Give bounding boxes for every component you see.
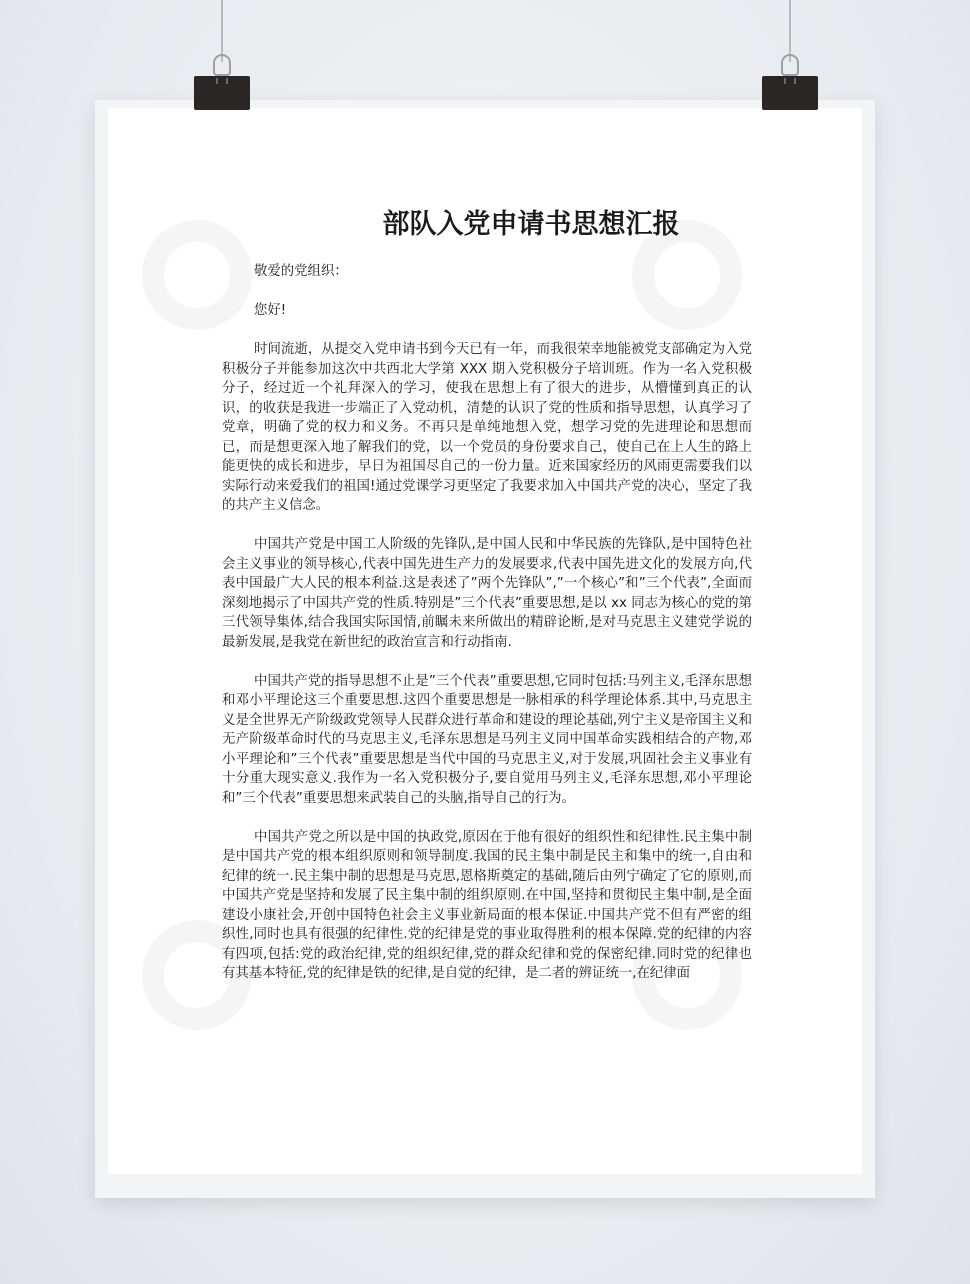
document-body — [222, 262, 752, 984]
body-paragraph-2: 中国共产党是中国工人阶级的先锋队,是中国人民和中华民族的先锋队,是中国特色社会主义事业的领导核心,代表中国先进生产力的发展要求,代表中国先进文化的发展方向,代表中国最广大人民的根本利益.这是表述了”两个先锋队”,”一个核心”和”三个代表”,全面而深刻地揭示了中国共产党的性质.特别是”三个代表”重要思想,是以 xx 同志为核心的党的第三代领导集体,结合我国实际国情,前瞩未来所做出的精辟论断,是对马克思主义建党学说的最新发展,是我党在新世纪的政治宣言和行动指南. — [222, 537, 752, 650]
body-paragraph-3: 中国共产党的指导思想不止是”三个代表”重要思想,它同时包括:马列主义,毛泽东思想和邓小平理论这三个重要思想.这四个重要思想是一脉相承的科学理论体系.其中,马克思主义是全世界无产阶级政党领导人民群众进行革命和建设的理论基础,列宁主义是帝国主义和无产阶级革命时代的马克思主义,毛泽东思想是马列主义同中国革命实践相结合的产物,邓小平理论和”三个代表”重要思想是当代中国的马克思主义,对于发展,巩固社会主义事业有十分重大现实意义.我作为一名入党积极分子,要自觉用马列主义,毛泽东思想,邓小平理论和”三个代表”重要思想来武装自己的头脑,指导自己的行为。 — [222, 673, 752, 806]
body-paragraph-1: 时间流逝，从提交入党申请书到今天已有一年，而我很荣幸地能被党支部确定为入党积极分子并能参加这次中共西北大学第 XXX 期入党积极分子培训班。作为一名入党积极分子，经过近一个礼拜深入的学习，使我在思想上有了很大的进步，从懵懂到真正的认识，的收获是我进一步端正了入党动机，清楚的认识了党的性质和指导思想，认真学习了党章，明确了党的权力和义务。不再只是单纯地想入党，想学习党的先进理论和思想而已，而是想更深入地了解我们的党，以一个党员的身份要求自己，使自己在上人生的路上能更快的成长和进步，早日为祖国尽自己的一份力量。近来国家经历的风雨更需要我们以实际行动来爱我们的祖国!通过党课学习更坚定了我要求加入中国共产党的决心，坚定了我的共产主义信念。 — [222, 342, 752, 513]
left-clip-ring — [213, 54, 231, 76]
salutation: 敬爱的党组织： — [254, 264, 348, 279]
document-title: 部队入党申请书思想汇报 — [382, 209, 680, 240]
left-hanging-wire — [221, 0, 223, 62]
greeting: 您好! — [254, 303, 287, 318]
right-hanging-wire — [789, 0, 791, 62]
body-paragraph-4: 中国共产党之所以是中国的执政党,原因在于他有很好的组织性和纪律性.民主集中制是中国共产党的根本组织原则和领导制度.我国的民主集中制是民主和集中的统一,自由和纪律的统一.民主集中制的思想是马克思,恩格斯奠定的基础,随后由列宁确定了它的原则,而中国共产党是坚持和发展了民主集中制的组织原则.在中国,坚持和贯彻民主集中制,是全面建设小康社会,开创中国特色社会主义事业新局面的根本保证.中国共产党不但有严密的组织性,同时也具有很强的纪律性.党的纪律是党的事业取得胜利的根本保障.党的纪律的内容有四项,包括:党的政治纪律,党的组织纪律,党的群众纪律和党的保密纪律.同时党的纪律也有其基本特征,党的纪律是铁的纪律,是自觉的纪律，是二者的辨证统一,在纪律面 — [222, 829, 752, 981]
right-clip-ring — [781, 54, 799, 76]
left-binder-clip — [194, 76, 250, 110]
right-binder-clip — [762, 76, 818, 110]
